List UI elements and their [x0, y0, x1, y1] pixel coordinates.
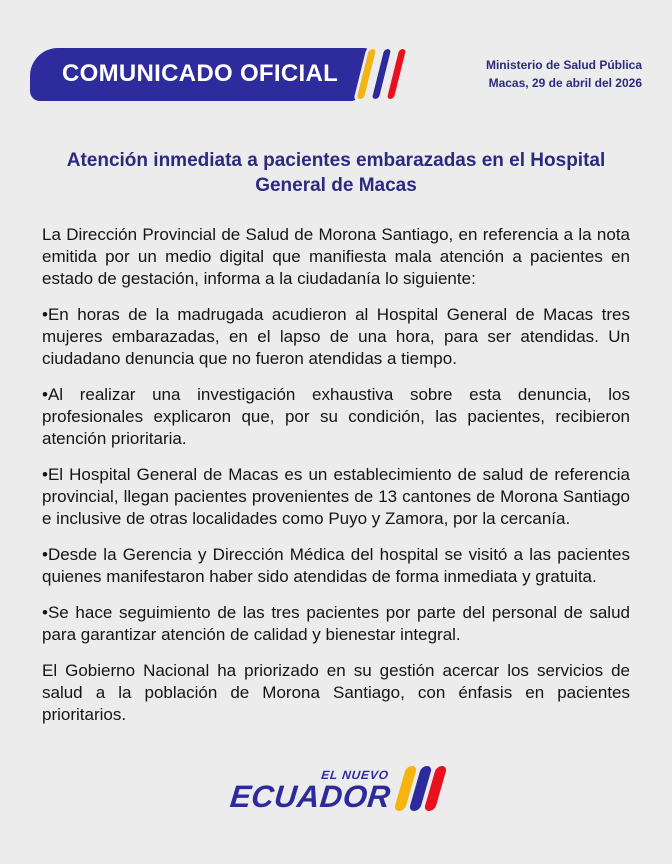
paragraph-bullet-3: •El Hospital General de Macas es un establecimiento de salud de referencia provincial, llegan pacientes provenientes de 13 cantones de Morona Santiago e inclusive de otras localidades como Puyo y Zamora, por la cercanía.	[42, 465, 630, 528]
paragraph-bullet-5: •Se hace seguimiento de las tres pacientes por parte del personal de salud para garantizar atención de calidad y bienestar integral.	[42, 603, 630, 644]
date-line: Macas, 29 de abril del 2026	[488, 76, 642, 90]
banner-title: COMUNICADO OFICIAL	[62, 60, 339, 87]
logo-tagline: EL NUEVO	[320, 768, 390, 782]
page-title: Atención inmediata a pacientes embarazadas en el Hospital General de Macas	[66, 150, 606, 196]
header	[0, 0, 672, 102]
footer	[0, 766, 672, 812]
paragraph-bullet-2: •Al realizar una investigación exhaustiva sobre esta denuncia, los profesionales explicaron que, por su condición, las pacientes, recibieron atención prioritaria.	[42, 385, 630, 448]
ministry-name: Ministerio de Salud Pública	[485, 58, 642, 72]
logo-flag-stripes	[400, 766, 441, 811]
flag-stripes	[360, 46, 403, 102]
ministry-info	[486, 56, 642, 92]
body-text	[42, 224, 630, 726]
logo-text	[229, 768, 394, 812]
paragraph-intro: La Dirección Provincial de Salud de Morona Santiago, en referencia a la nota emitida por un medio digital que manifiesta mala atención a pacientes en estado de gestación, informa a la ciudadanía lo siguiente:	[42, 225, 630, 288]
paragraph-bullet-4: •Desde la Gerencia y Dirección Médica del hospital se visitó a las pacientes quienes manifestaron haber sido atendidas de forma inmediata y gratuita.	[42, 545, 630, 586]
official-banner	[30, 48, 352, 101]
el-nuevo-ecuador-logo	[228, 766, 440, 814]
logo-wordmark: ECUADOR	[228, 779, 393, 814]
paragraph-bullet-1: •En horas de la madrugada acudieron al Hospital General de Macas tres mujeres embarazadas, en el lapso de una hora, para ser atendidas. Un ciudadano denuncia que no fueron atendidas a tiempo.	[42, 305, 630, 368]
banner-group	[30, 46, 403, 102]
paragraph-closing: El Gobierno Nacional ha priorizado en su gestión acercar los servicios de salud a la población de Morona Santiago, con énfasis en pacientes prioritarios.	[42, 661, 630, 724]
